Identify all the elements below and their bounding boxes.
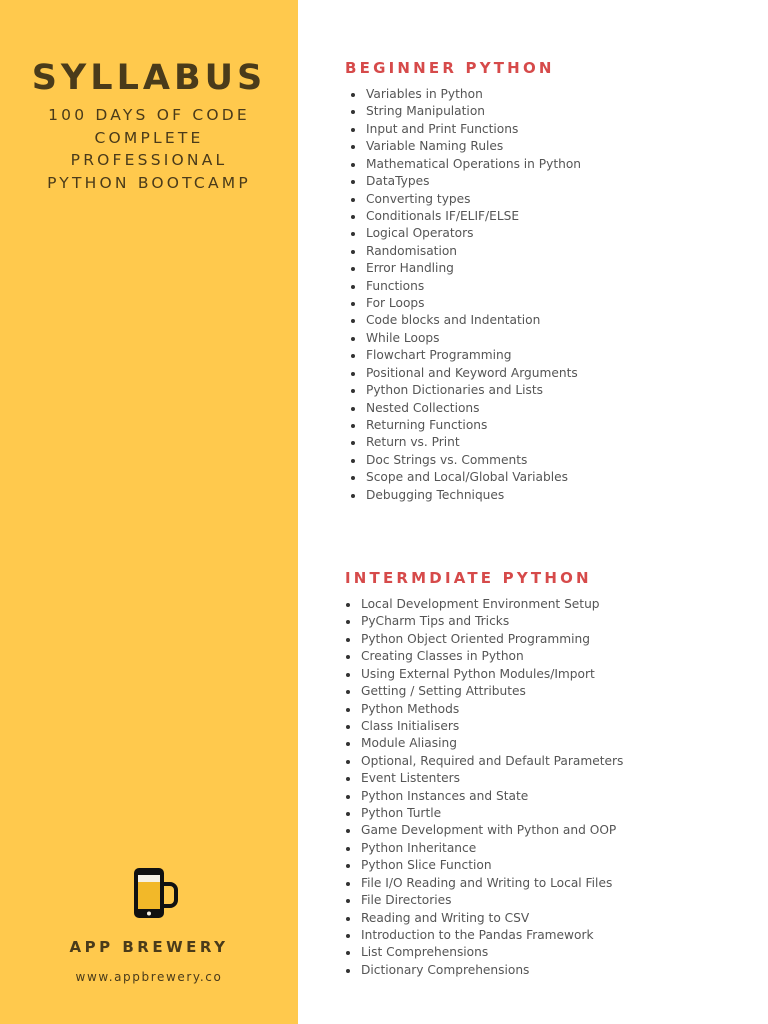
list-item: Doc Strings vs. Comments (351, 452, 581, 469)
list-item: File Directories (346, 892, 623, 909)
subtitle-line: 100 DAYS OF CODE (48, 106, 250, 124)
intermediate-topic-list (346, 596, 623, 979)
list-item: Input and Print Functions (351, 121, 581, 138)
list-item: Python Object Oriented Programming (346, 631, 623, 648)
list-item: Nested Collections (351, 400, 581, 417)
list-item: Python Turtle (346, 805, 623, 822)
page-title: SYLLABUS (31, 58, 267, 98)
list-item: Creating Classes in Python (346, 648, 623, 665)
website-url[interactable]: www.appbrewery.co (75, 970, 223, 984)
course-subtitle (0, 104, 298, 195)
list-item: For Loops (351, 295, 581, 312)
list-item: Conditionals IF/ELIF/ELSE (351, 208, 581, 225)
brand-name: APP BREWERY (69, 938, 229, 956)
list-item: Game Development with Python and OOP (346, 822, 623, 839)
list-item: Logical Operators (351, 225, 581, 242)
list-item: Randomisation (351, 243, 581, 260)
list-item: While Loops (351, 330, 581, 347)
list-item: Introduction to the Pandas Framework (346, 927, 623, 944)
sidebar (0, 0, 298, 1024)
list-item: Return vs. Print (351, 434, 581, 451)
section-heading-beginner: BEGINNER PYTHON (345, 59, 555, 77)
beginner-topic-list (351, 86, 581, 504)
list-item: Functions (351, 278, 581, 295)
subtitle-line: COMPLETE (94, 128, 204, 147)
list-item: PyCharm Tips and Tricks (346, 613, 623, 630)
list-item: Variable Naming Rules (351, 138, 581, 155)
list-item: Returning Functions (351, 417, 581, 434)
list-item: DataTypes (351, 173, 581, 190)
list-item: Optional, Required and Default Parameters (346, 753, 623, 770)
list-item: Debugging Techniques (351, 487, 581, 504)
list-item: Python Slice Function (346, 857, 623, 874)
list-item: Getting / Setting Attributes (346, 683, 623, 700)
list-item: Flowchart Programming (351, 347, 581, 364)
list-item: Mathematical Operations in Python (351, 156, 581, 173)
list-item: Local Development Environment Setup (346, 596, 623, 613)
list-item: Scope and Local/Global Variables (351, 469, 581, 486)
list-item: Module Aliasing (346, 735, 623, 752)
list-item: String Manipulation (351, 103, 581, 120)
list-item: Event Listenters (346, 770, 623, 787)
list-item: File I/O Reading and Writing to Local Files (346, 875, 623, 892)
list-item: Python Methods (346, 701, 623, 718)
phone-beer-mug-icon (130, 866, 178, 922)
list-item: Dictionary Comprehensions (346, 962, 623, 979)
list-item: Python Dictionaries and Lists (351, 382, 581, 399)
list-item: Converting types (351, 191, 581, 208)
list-item: Positional and Keyword Arguments (351, 365, 581, 382)
subtitle-line: PROFESSIONAL (70, 151, 228, 170)
section-heading-intermediate: INTERMDIATE PYTHON (345, 569, 592, 587)
list-item: Error Handling (351, 260, 581, 277)
subtitle-line: PYTHON BOOTCAMP (47, 174, 251, 193)
list-item: Python Instances and State (346, 788, 623, 805)
list-item: Class Initialisers (346, 718, 623, 735)
list-item: Reading and Writing to CSV (346, 910, 623, 927)
list-item: List Comprehensions (346, 944, 623, 961)
list-item: Using External Python Modules/Import (346, 666, 623, 683)
list-item: Python Inheritance (346, 840, 623, 857)
list-item: Code blocks and Indentation (351, 312, 581, 329)
list-item: Variables in Python (351, 86, 581, 103)
